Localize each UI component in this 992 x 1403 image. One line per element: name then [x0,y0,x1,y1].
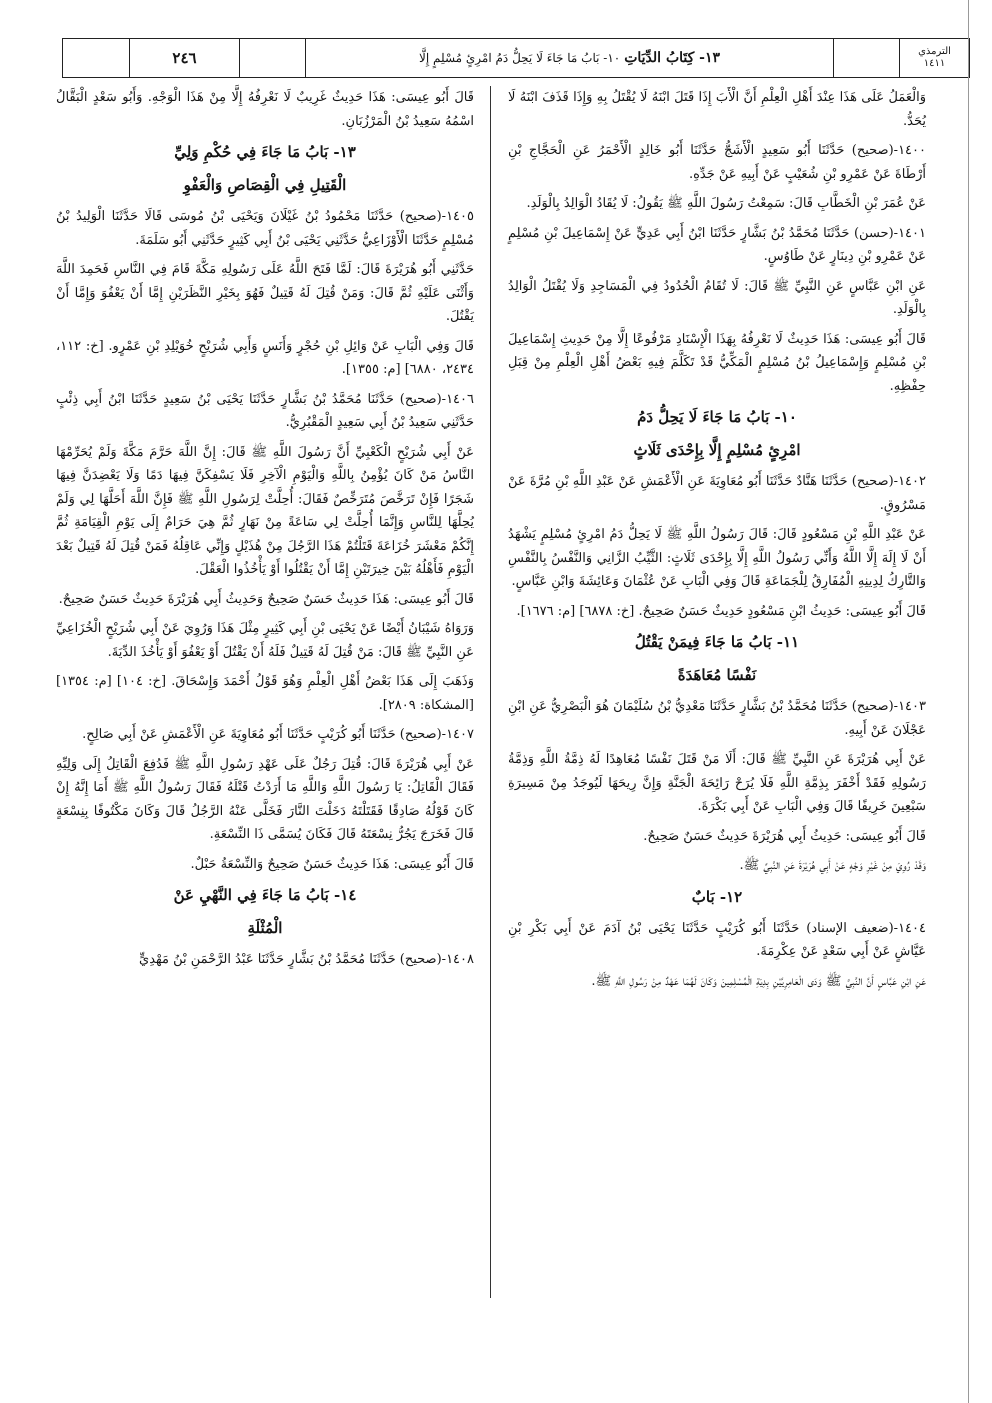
header-cell-empty [239,39,305,77]
text-paragraph: عَنْ أَبِي هُرَيْرَةَ عَنِ النَّبِيِّ ﷺ قَالَ: أَلَا مَنْ قَتَلَ نَفْسًا مُعَاهِدًا لَهُ ذِمَّةُ اللَّهِ وَذِمَّةُ رَسُولِهِ فَقَدْ أَخْفَرَ بِذِمَّةِ اللَّهِ فَلَا يُرَحْ رَائِحَةَ الْجَنَّةِ وَإِنَّ رِيحَهَا لَيُوجَدُ مِنْ مَسِيرَةِ سَبْعِينَ خَرِيفًا قَالَ وَفِي الْبَابِ عَنْ أَبِي بَكْرَةَ. [508,752,926,814]
text-paragraph: ١٤٠٣-(صحيح) حَدَّثَنَا مُحَمَّدُ بْنُ بَشَّارٍ حَدَّثَنَا مَعْدِيُّ بْنُ سُلَيْمَانَ هُوَ الْبَصْرِيُّ عَنِ ابْنِ عَجْلَانَ عَنْ أَبِيهِ. [508,699,926,738]
section-heading: ١٠- بَابُ مَا جَاءَ لَا يَحِلُّ دَمُ [637,408,797,426]
page-header [62,38,970,78]
section-heading: امْرِئٍ مُسْلِمٍ إِلَّا بِإِحْدَى ثَلَاثٍ [633,441,801,459]
book-range: ١٤١١ [923,58,946,69]
text-paragraph: وَذَهَبَ إِلَى هَذَا بَعْضُ أَهْلِ الْعِلْمِ وَهُوَ قَوْلُ أَحْمَدَ وَإِسْحَاقَ. [خ: ١٠٤] [م: ١٣٥٤] [المشكاة: ٢٨٠٩]. [56,674,474,713]
text-paragraph: ١٤٠٨-(صحيح) حَدَّثَنَا مُحَمَّدُ بْنُ بَشَّارٍ حَدَّثَنَا عَبْدُ الرَّحْمَنِ بْنُ مَهْدِيٍّ [139,952,474,967]
text-paragraph: عَنِ ابْنِ عَبَّاسٍ أَنَّ النَّبِيَّ ﷺ وَدَى الْعَامِرِيَّيْنِ بِدِيَةِ الْمُسْلِمِينَ وَكَانَ لَهُمَا عَهْدٌ مِنْ رَسُولِ اللَّهِ ﷺ. [591,973,926,989]
book-label [899,39,969,77]
text-paragraph: ١٤٠٦-(صحيح) حَدَّثَنَا مُحَمَّدُ بْنُ بَشَّارٍ حَدَّثَنَا يَحْيَى بْنُ سَعِيدٍ حَدَّثَنَا ابْنُ أَبِي ذِئْبٍ حَدَّثَنِي سَعِيدُ بْنُ أَبِي سَعِيدٍ الْمَقْبُرِيُّ. [56,391,474,430]
section-heading: ١٢- بَابٌ [691,887,743,906]
section-heading: الْمُثْلَةِ [247,919,283,937]
text-paragraph: قَالَ أَبُو عِيسَى: هَذَا حَدِيثٌ غَرِيبٌ لَا نَعْرِفُهُ إِلَّا مِنْ هَذَا الْوَجْهِ. وَأَبُو سَعْدٍ الْبَقَّالُ اسْمُهُ سَعِيدُ بْنُ الْمَرْزُبَانِ. [56,90,474,129]
text-paragraph: قَالَ أَبُو عِيسَى: هَذَا حَدِيثٌ لَا نَعْرِفُهُ بِهَذَا الْإِسْنَادِ مَرْفُوعًا إِلَّا مِنْ حَدِيثِ إِسْمَاعِيلَ بْنِ مُسْلِمٍ وَإِسْمَاعِيلُ بْنُ مُسْلِمٍ الْمَكِّيُّ قَدْ تَكَلَّمَ فِيهِ بَعْضُ أَهْلِ الْعِلْمِ مِنْ قِبَلِ حِفْظِهِ. [508,331,926,394]
text-paragraph: عَنْ أَبِي هُرَيْرَةَ قَالَ: قُتِلَ رَجُلٌ عَلَى عَهْدِ رَسُولِ اللَّهِ ﷺ فَدُفِعَ الْقَاتِلُ إِلَى وَلِيِّهِ فَقَالَ الْقَاتِلُ: يَا رَسُولَ اللَّهِ وَاللَّهِ مَا أَرَدْتُ قَتْلَهُ فَقَالَ رَسُولُ اللَّهِ ﷺ أَمَا إِنَّهُ إِنْ كَانَ قَوْلُهُ صَادِقًا فَقَتَلْتَهُ دَخَلْتَ النَّارَ فَخَلَّى عَنْهُ الرَّجُلُ قَالَ وَكَانَ مَكْتُوفًا بِنِسْعَةٍ قَالَ فَخَرَجَ يَجُرُّ نِسْعَتَهُ قَالَ فَكَانَ يُسَمَّى ذَا النِّسْعَةِ. [56,756,474,842]
text-paragraph: وَالْعَمَلُ عَلَى هَذَا عِنْدَ أَهْلِ الْعِلْمِ أَنَّ الْأَبَ إِذَا قَتَلَ ابْنَهُ لَا يُقْتَلُ بِهِ وَإِذَا قَذَفَ ابْنَهُ لَا يُحَدُّ. [508,90,926,129]
text-paragraph: ١٤٠٢-(صحيح) حَدَّثَنَا هَنَّادٌ حَدَّثَنَا أَبُو مُعَاوِيَةَ عَنِ الْأَعْمَشِ عَنْ عَبْدِ اللَّهِ بْنِ مُرَّةَ عَنْ مَسْرُوقٍ. [508,474,926,513]
page-number: ٢٤٦ [129,39,239,77]
section-heading: نَفْسًا مُعَاهَدَةً [677,666,757,684]
text-paragraph: ١٤٠٥-(صحيح) حَدَّثَنَا مَحْمُودُ بْنُ غَيْلَانَ وَيَحْيَى بْنُ مُوسَى قَالَا حَدَّثَنَا الْوَلِيدُ بْنُ مُسْلِمٍ حَدَّثَنَا الْأَوْزَاعِيُّ حَدَّثَنِي يَحْيَى بْنُ أَبِي كَثِيرٍ حَدَّثَنِي أَبُو سَلَمَةَ. [56,209,474,248]
text-paragraph: ١٤٠٧-(صحيح) حَدَّثَنَا أَبُو كُرَيْبٍ حَدَّثَنَا أَبُو مُعَاوِيَةَ عَنِ الْأَعْمَشِ عَنْ أَبِي صَالِحٍ. [82,727,474,742]
section-heading: ١٣- بَابُ مَا جَاءَ فِي حُكْمِ وَلِيِّ [174,143,356,161]
text-paragraph: قَالَ أَبُو عِيسَى: هَذَا حَدِيثٌ حَسَنٌ صَحِيحٌ وَحَدِيثُ أَبِي هُرَيْرَةَ حَدِيثٌ حَسَنٌ صَحِيحٌ. [58,591,474,607]
text-paragraph: قَالَ أَبُو عِيسَى: حَدِيثُ أَبِي هُرَيْرَةَ حَدِيثٌ حَسَنٌ صَحِيحٌ. [643,828,926,844]
section-title: ١٠- بَابُ مَا جَاءَ لَا يَحِلُّ دَمُ امْرِئٍ مُسْلِمٍ إِلَّا [419,51,621,65]
text-paragraph: عَنِ ابْنِ عَبَّاسٍ عَنِ النَّبِيِّ ﷺ قَالَ: لَا تُقَامُ الْحُدُودُ فِي الْمَسَاجِدِ وَلَا يُقْتَلُ الْوَالِدُ بِالْوَلَدِ. [508,278,926,317]
text-paragraph: حَدَّثَنِي أَبُو هُرَيْرَةَ قَالَ: لَمَّا فَتَحَ اللَّهُ عَلَى رَسُولِهِ مَكَّةَ قَامَ فِي النَّاسِ فَحَمِدَ اللَّهَ وَأَثْنَى عَلَيْهِ ثُمَّ قَالَ: وَمَنْ قُتِلَ لَهُ قَتِيلٌ فَهُوَ بِخَيْرِ النَّظَرَيْنِ إِمَّا أَنْ يَعْفُوَ وَإِمَّا أَنْ يَقْتُلَ. [56,262,474,324]
text-paragraph: قَالَ وَفِي الْبَابِ عَنْ وَائِلِ بْنِ حُجْرٍ وَأَنَسٍ وَأَبِي شُرَيْحٍ خُوَيْلِدِ بْنِ عَمْرٍو. [خ: ١١٢، ٢٤٣٤، ٦٨٨٠] [م: ١٣٥٥]. [56,338,474,377]
section-heading: ١٤- بَابُ مَا جَاءَ فِي النَّهْيِ عَنْ [173,886,357,904]
section-heading: الْقَتِيلِ فِي الْقِصَاصِ وَالْعَفْوِ [183,176,347,194]
text-paragraph: وَقَدْ رُوِيَ مِنْ غَيْرِ وَجْهٍ عَنْ أَبِي هُرَيْرَةَ عَنِ النَّبِيِّ ﷺ. [739,858,926,873]
section-heading: ١١- بَابُ مَا جَاءَ فِيمَنْ يَقْتُلُ [634,633,800,651]
right-column [508,86,926,999]
text-paragraph: ١٤٠١-(حسن) حَدَّثَنَا مُحَمَّدُ بْنُ بَشَّارٍ حَدَّثَنَا ابْنُ أَبِي عَدِيٍّ عَنْ إِسْمَاعِيلَ بْنِ مُسْلِمٍ عَنْ عَمْرِو بْنِ دِينَارٍ عَنْ طَاوُسٍ. [508,225,926,264]
text-paragraph: قَالَ أَبُو عِيسَى: حَدِيثُ ابْنِ مَسْعُودٍ حَدِيثٌ حَسَنٌ صَحِيحٌ. [خ: ٦٨٧٨] [م: ١٦٧٦]. [516,603,926,619]
column-divider [490,86,491,1298]
text-paragraph: قَالَ أَبُو عِيسَى: هَذَا حَدِيثٌ حَسَنٌ صَحِيحٌ وَالنِّسْعَةُ حَبْلٌ. [190,856,474,872]
book-name: الترمذي [918,46,951,57]
left-column [56,86,474,978]
text-paragraph: ١٤٠٤-(ضعيف الإسناد) حَدَّثَنَا أَبُو كُرَيْبٍ حَدَّثَنَا يَحْيَى بْنُ آدَمَ عَنْ أَبِي بَكْرِ بْنِ عَيَّاشٍ عَنْ أَبِي سَعْدٍ عَنْ عِكْرِمَةَ. [508,920,926,959]
text-paragraph: عَنْ عَبْدِ اللَّهِ بْنِ مَسْعُودٍ قَالَ: قَالَ رَسُولُ اللَّهِ ﷺ لَا يَحِلُّ دَمُ امْرِئٍ مُسْلِمٍ يَشْهَدُ أَنْ لَا إِلَهَ إِلَّا اللَّهُ وَأَنِّي رَسُولُ اللَّهِ إِلَّا بِإِحْدَى ثَلَاثٍ: الثَّيِّبُ الزَّانِي وَالنَّفْسُ بِالنَّفْسِ وَالتَّارِكُ لِدِينِهِ الْمُفَارِقُ لِلْجَمَاعَةِ قَالَ وَفِي الْبَابِ عَنْ عُثْمَانَ وَعَائِشَةَ وَابْنِ عَبَّاسٍ. [508,527,926,589]
text-paragraph: ١٤٠٠-(صحيح) حَدَّثَنَا أَبُو سَعِيدٍ الْأَشَجُّ حَدَّثَنَا أَبُو خَالِدٍ الْأَحْمَرُ عَنِ الْحَجَّاجِ بْنِ أَرْطَاةَ عَنْ عَمْرِو بْنِ شُعَيْبٍ عَنْ أَبِيهِ عَنْ جَدِّهِ. [508,143,926,182]
scan-edge-line [968,0,969,1403]
text-paragraph: وَرَوَاهُ شَيْبَانُ أَيْضًا عَنْ يَحْيَى بْنِ أَبِي كَثِيرٍ مِثْلَ هَذَا وَرُوِيَ عَنْ أَبِي شُرَيْحٍ الْخُزَاعِيِّ عَنِ النَّبِيِّ ﷺ قَالَ: مَنْ قُتِلَ لَهُ قَتِيلٌ فَلَهُ أَنْ يَقْتُلَ أَوْ يَعْفُوَ أَوْ يَأْخُذَ الدِّيَةَ. [56,621,474,660]
chapter-title: ١٣- كِتَابُ الدِّيَاتِ [624,50,721,66]
text-paragraph: عَنْ عُمَرَ بْنِ الْخَطَّابِ قَالَ: سَمِعْتُ رَسُولَ اللَّهِ ﷺ يَقُولُ: لَا يُقَادُ الْوَالِدُ بِالْوَلَدِ. [526,196,926,211]
running-title [305,39,833,77]
header-cell-empty [833,39,899,77]
text-paragraph: عَنْ أَبِي شُرَيْحٍ الْكَعْبِيِّ أَنَّ رَسُولَ اللَّهِ ﷺ قَالَ: إِنَّ اللَّهَ حَرَّمَ مَكَّةَ وَلَمْ يُحَرِّمْهَا النَّاسُ مَنْ كَانَ يُؤْمِنُ بِاللَّهِ وَالْيَوْمِ الْآخِرِ فَلَا يَسْفِكَنَّ فِيهَا دَمًا وَلَا يَعْضِدَنَّ فِيهَا شَجَرًا فَإِنْ تَرَخَّصَ مُتَرَخِّصٌ فَقَالَ: أُحِلَّتْ لِرَسُولِ اللَّهِ ﷺ فَإِنَّ اللَّهَ أَحَلَّهَا لِي وَلَمْ يُحِلَّهَا لِلنَّاسِ وَإِنَّمَا أُحِلَّتْ لِي سَاعَةً مِنْ نَهَارٍ ثُمَّ هِيَ حَرَامٌ إِلَى يَوْمِ الْقِيَامَةِ ثُمَّ إِنَّكُمْ مَعْشَرَ خُزَاعَةَ قَتَلْتُمْ هَذَا الرَّجُلَ مِنْ هُذَيْلٍ وَإِنِّي عَاقِلُهُ فَمَنْ قُتِلَ لَهُ قَتِيلٌ بَعْدَ الْيَوْمِ فَأَهْلُهُ بَيْنَ خِيرَتَيْنِ إِمَّا أَنْ يَقْتُلُوا أَوْ يَأْخُذُوا الْعَقْلَ. [56,444,474,577]
header-cell-empty [63,39,129,77]
